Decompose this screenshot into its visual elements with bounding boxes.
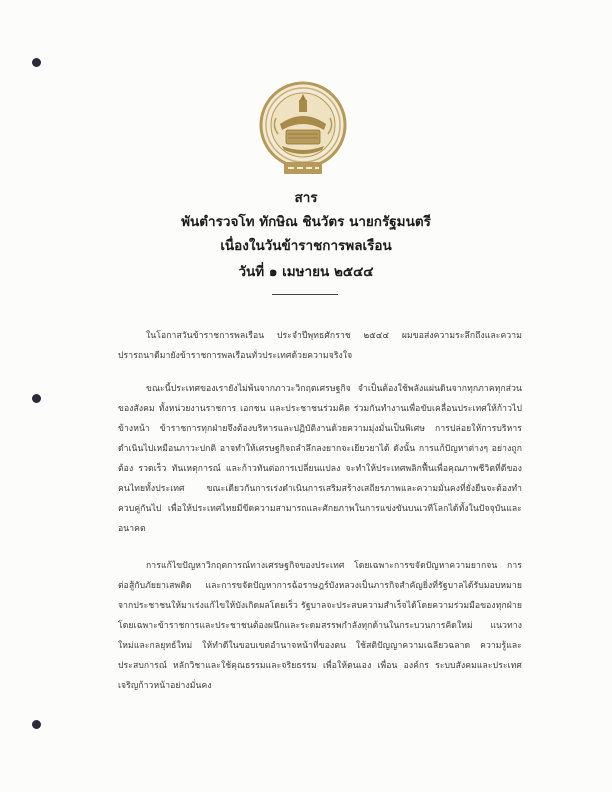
author-line: พันตำรวจโท ทักษิณ ชินวัตร นายกรัฐมนตรี bbox=[181, 214, 431, 230]
punch-hole bbox=[32, 720, 41, 729]
punch-hole bbox=[32, 58, 41, 67]
document-title: สาร bbox=[294, 190, 318, 206]
government-seal-icon bbox=[258, 80, 348, 178]
paragraph-2: ขณะนี้ประเทศของเรายังไม่พ้นจากภาวะวิกฤตเศรษฐกิจ จำเป็นต้องใช้พลังแผ่นดินจากทุกภาคทุกส่วนของสังคม ทั้งหน่วยงานราชการ เอกชน และประชาชนร่วมคิด ร่วมกันทำงานเพื่อขับเคลื่อนประเทศให้ก้าวไปข้างหน้า ข้าราชการทุกฝ่ายจึงต้องบริหารและปฏิบัติงานด้วยความมุ่งมั่นเป็นพิเศษ การปล่อยให้การบริหารดำเนินไปเหมือนภาวะปกติ อาจทำให้เศรษฐกิจถลำลึกลงยากจะเยียวยาได้ ดังนั้น การแก้ปัญหาต่างๆ อย่างถูกต้อง รวดเร็ว ทันเหตุการณ์ และก้าวทันต่อการเปลี่ยนแปลง จะทำให้ประเทศพลิกฟื้นเพื่อคุณภาพชีวิตที่ดีของคนไทยทั้งประเทศ ขณะเดียวกันการเร่งดำเนินการเสริมสร้างเสถียรภาพและความมั่นคงที่ยั่งยืนจะต้องทำควบคู่กันไป เพื่อให้ประเทศไทยมีขีดความสามารถและศักยภาพในการแข่งขันบนเวทีโลกได้ทั้งในปัจจุบันและอนาคต bbox=[118, 384, 522, 534]
punch-hole bbox=[32, 394, 41, 403]
paragraph-3: การแก้ไขปัญหาวิกฤตการณ์ทางเศรษฐกิจของประเทศ โดยเฉพาะการขจัดปัญหาความยากจน การต่อสู้กับภัยยาเสพติด และการขจัดปัญหาการฉ้อราษฎร์บังหลวงเป็นภารกิจสำคัญยิ่งที่รัฐบาลได้รับมอบหมายจากประชาชนให้มาเร่งแก้ไขให้บังเกิดผลโดยเร็ว รัฐบาลจะประสบความสำเร็จได้โดยความร่วมมือของทุกฝ่าย โดยเฉพาะข้าราชการและประชาชนต้องผนึกและระดมสรรพกำลังทุกด้านในกระบวนการคิดใหม่ แนวทางใหม่และกลยุทธ์ใหม่ ให้ทำดีในขอบเขตอำนาจหน้าที่ของตน ใช้สติปัญญาความเฉลียวฉลาด ความรู้และประสบการณ์ หลักวิชาและใช้คุณธรรมและจริยธรรม เพื่อให้ตนเอง เพื่อน องค์กร ระบบสังคมและประเทศเจริญก้าวหน้าอย่างมั่นคง bbox=[118, 561, 522, 691]
date-line: วันที่ ๑ เมษายน ๒๕๔๔ bbox=[238, 264, 374, 280]
title-divider bbox=[272, 294, 338, 295]
occasion-line: เนื่องในวันข้าราชการพลเรือน bbox=[220, 238, 392, 254]
paragraph-1: ในโอกาสวันข้าราชการพลเรือน ประจำปีพุทธศักราช ๒๕๔๔ ผมขอส่งความระลึกถึงและความปรารถนาดีมายังข้าราชการพลเรือนทั่วประเทศด้วยความจริงใจ bbox=[118, 331, 522, 361]
